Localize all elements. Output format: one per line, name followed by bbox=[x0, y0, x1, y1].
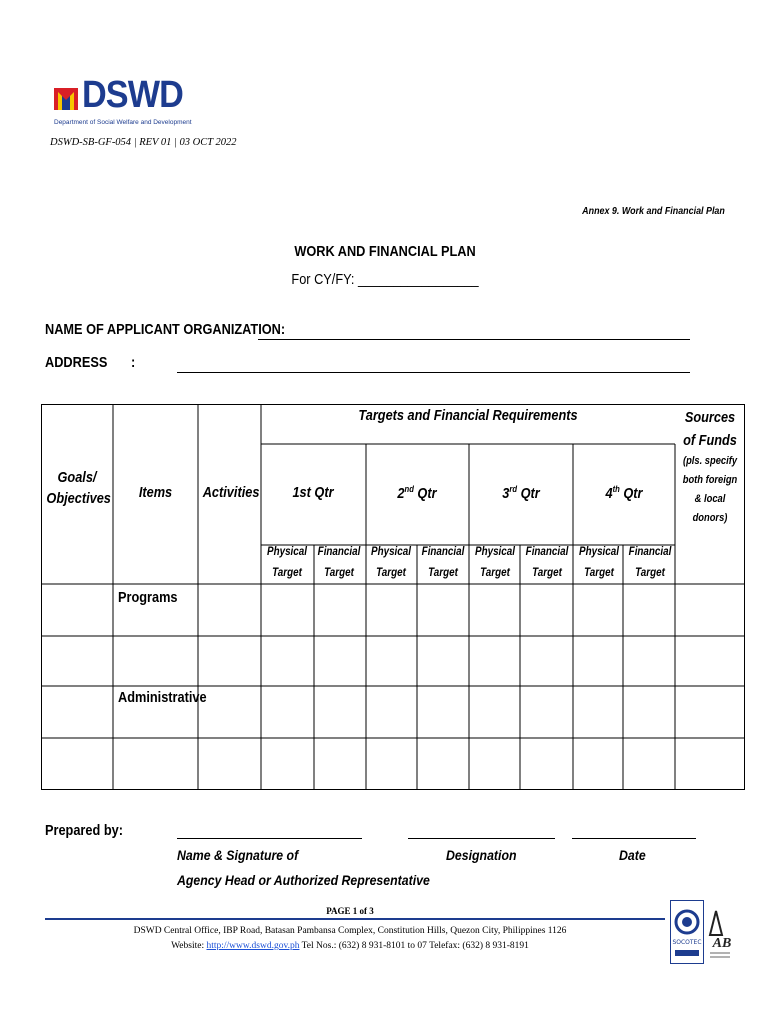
address-label: ADDRESS bbox=[45, 354, 108, 371]
prepared-by-label: Prepared by: bbox=[45, 822, 123, 839]
q3-physical-target-header: Physical Target bbox=[475, 544, 515, 579]
footer-contacts: Website: http://www.dswd.gov.ph Tel Nos.: (632) 8 931-8101 to 07 Telefax: (632) 8 931-8191 bbox=[171, 941, 529, 951]
q4-physical-target-header: Physical Target bbox=[579, 544, 619, 579]
quarter-3-header: 3rd Qtr bbox=[502, 484, 540, 502]
document-code: DSWD-SB-GF-054 | REV 01 | 03 OCT 2022 bbox=[50, 137, 237, 148]
row-programs-label: Programs bbox=[118, 589, 178, 606]
q1-financial-target-header: Financial Target bbox=[317, 544, 361, 579]
svg-text:SOCOTEC: SOCOTEC bbox=[672, 939, 702, 946]
agency-head-label: Agency Head or Authorized Representative bbox=[177, 872, 430, 888]
targets-header: Targets and Financial Requirements bbox=[358, 407, 578, 424]
accreditation-badge-icon bbox=[706, 905, 734, 965]
page-number: PAGE 1 of 3 bbox=[326, 906, 374, 916]
quarter-1-header: 1st Qtr bbox=[292, 484, 334, 501]
page-title: WORK AND FINANCIAL PLAN bbox=[294, 243, 476, 260]
org-name-line[interactable] bbox=[258, 339, 690, 340]
items-header: Items bbox=[138, 484, 173, 501]
q2-financial-target-header: Financial Target bbox=[421, 544, 465, 579]
annex-label: Annex 9. Work and Financial Plan bbox=[582, 205, 725, 217]
q4-financial-target-header: Financial Target bbox=[628, 544, 672, 579]
goals-objectives-header: Goals/ Objectives bbox=[46, 469, 111, 507]
logo-wordmark: DSWD bbox=[82, 74, 183, 116]
date-line[interactable] bbox=[572, 838, 696, 839]
name-signature-label: Name & Signature of bbox=[177, 847, 299, 863]
date-label: Date bbox=[619, 847, 646, 863]
row-administrative-label: Administrative bbox=[118, 689, 207, 706]
org-name-label: NAME OF APPLICANT ORGANIZATION: bbox=[45, 321, 286, 338]
address-colon: : bbox=[131, 354, 136, 371]
quarter-4-header: 4th Qtr bbox=[605, 484, 643, 502]
q1-physical-target-header: Physical Target bbox=[267, 544, 307, 579]
q3-financial-target-header: Financial Target bbox=[525, 544, 569, 579]
footer-divider bbox=[45, 918, 665, 920]
sources-of-funds-header: Sources of Funds bbox=[683, 409, 737, 449]
website-link[interactable]: http://www.dswd.gov.ph bbox=[206, 941, 300, 951]
quarter-2-header: 2nd Qtr bbox=[397, 484, 437, 502]
address-line[interactable] bbox=[177, 372, 690, 373]
sources-note: (pls. specify both foreign & local donors) bbox=[682, 455, 738, 524]
designation-label: Designation bbox=[446, 847, 517, 863]
name-signature-line[interactable] bbox=[177, 838, 362, 839]
cyfy-field: For CY/FY: _________________ bbox=[291, 271, 479, 288]
socotec-certification-icon bbox=[670, 900, 704, 964]
logo-subtitle: Department of Social Welfare and Development bbox=[54, 119, 192, 126]
activities-header: Activities bbox=[202, 484, 260, 501]
footer-address: DSWD Central Office, IBP Road, Batasan Pambansa Complex, Constitution Hills, Quezon City, Philippines 1126 bbox=[133, 926, 567, 936]
svg-text:AB: AB bbox=[712, 936, 732, 951]
q2-physical-target-header: Physical Target bbox=[371, 544, 411, 579]
designation-line[interactable] bbox=[408, 838, 555, 839]
